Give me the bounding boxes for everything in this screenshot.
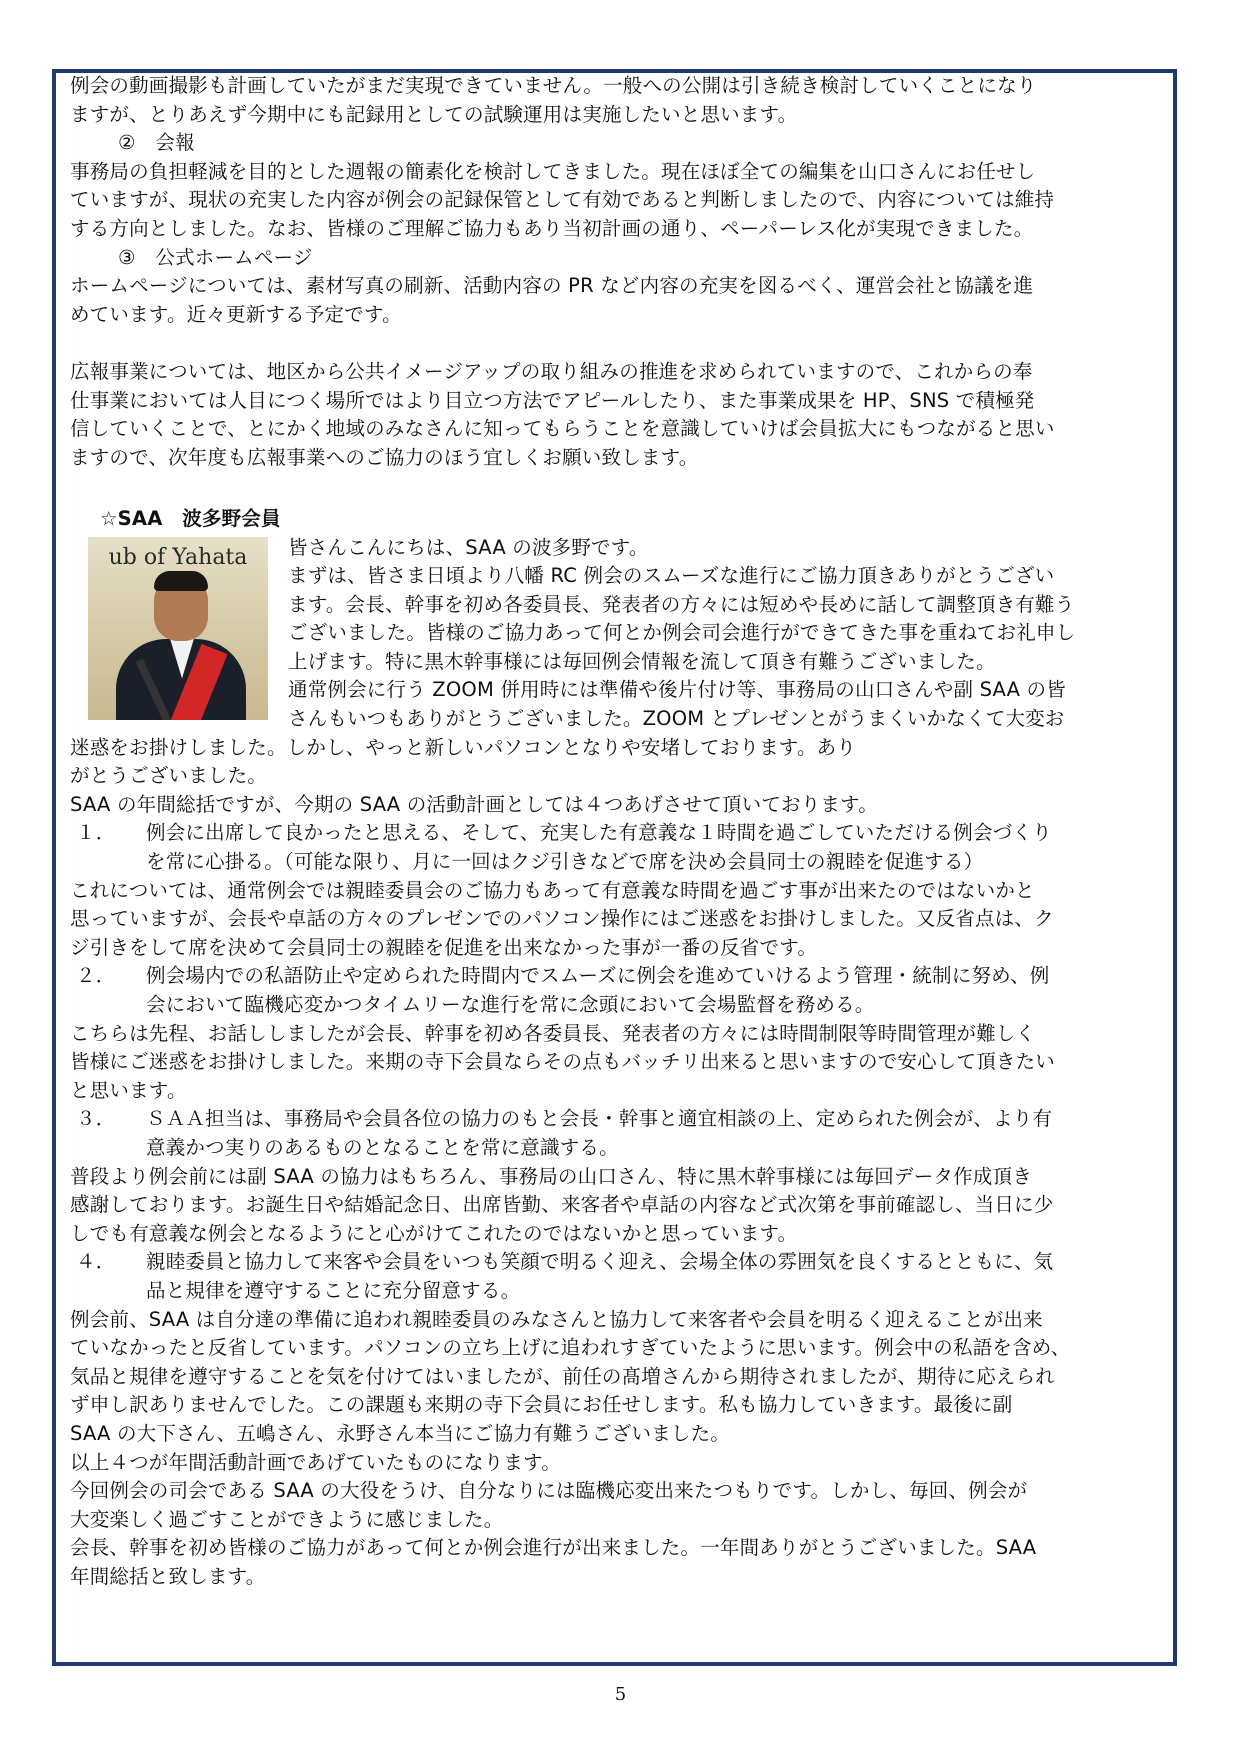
section-heading-saa: ☆SAA 波多野会員 [100,506,281,530]
plan-item-3 [70,1105,1170,1134]
text-line: 今回例会の司会である SAA の大役をうけ、自分なりには臨機応変出来たつもりです。しかし、毎回、例会が [70,1479,1028,1503]
item-text: 親睦委員と協力して来客や会員をいつも笑顔で明るく迎え、会場全体の雰囲気を良くするとともに、気 [146,1250,1054,1274]
text-line: と思います。 [70,1078,187,1102]
text-line: 年間総括と致します。 [70,1564,266,1588]
text-line: 事務局の負担軽減を目的とした週報の簡素化を検討してきました。現在ほぼ全ての編集を山口さんにお任せし [70,159,1036,183]
text-line: ございました。皆様のご協力あって何とか例会司会進行ができてきた事を重ねてお礼申し [288,621,1076,645]
text-line: 例会の動画撮影も計画していたがまだ実現できていません。一般への公開は引き続き検討していくことになり [70,74,1037,97]
text-line: ず申し訳ありませんでした。この課題も来期の寺下会員にお任せします。私も協力していきます。最後に副 [70,1393,1013,1417]
text-line: ホームページについては、素材写真の刷新、活動内容の PR など内容の充実を図るべく、運営会社と協議を進 [70,274,1034,298]
text-line: ジ引きをして席を決めて会員同士の親睦を促進を出来なかった事が一番の反省です。 [70,935,818,959]
text-line: 普段より例会前には副 SAA の協力はもちろん、事務局の山口さん、特に黒木幹事様には毎回データ作成頂き [70,1164,1032,1188]
text-line: 大変楽しく過ごすことができように感じました。 [70,1507,504,1531]
text-line: 上げます。特に黒木幹事様には毎回例会情報を流して頂き有難うございました。 [288,649,996,673]
subheading-homepage: ③ 公式ホームページ [118,245,313,269]
text-line: これについては、通常例会では親睦委員会のご協力もあって有意義な時間を過ごす事が出来たのではないかと [70,878,1035,902]
text-line: 感謝しております。お誕生日や結婚記念日、出席皆勤、来客者や卓話の内容など式次第を事前確認し、当日に少 [70,1193,1054,1217]
text-line: ていなかったと反省しています。パソコンの立ち上げに追われすぎていたように思います。例会中の私語を含め、 [70,1336,1071,1360]
text-line: 会長、幹事を初め皆様のご協力があって何とか例会進行が出来ました。一年間ありがとうございました。SAA [70,1536,1037,1560]
text-line: まずは、皆さま日頃より八幡 RC 例会のスムーズな進行にご協力頂きありがとうござい [288,564,1055,588]
item-number: ４． [76,1250,116,1274]
text-line: SAA の年間総括ですが、今期の SAA の活動計画としては４つあげさせて頂いております。 [70,792,878,816]
item-text: ＳＡＡ担当は、事務局や会員各位の協力のもと会長・幹事と適宜相談の上、定められた例会が、より有 [146,1107,1053,1131]
item-number: ２． [76,964,116,988]
saa-intro-block [70,534,1170,763]
text-line: さんもいつもありがとうございました。ZOOM とプレゼンとがうまくいかなくて大変お [288,707,1065,731]
text-line: する方向としました。なお、皆様のご理解ご協力もあり当初計画の通り、ペーパーレス化が実現できました。 [70,216,1034,240]
text-line: 例会前、SAA は自分達の準備に追われ親睦委員のみなさんと協力して来客者や会員を明るく迎えることが出来 [70,1307,1043,1331]
text-line: 品と規律を遵守することに充分留意する。 [146,1278,521,1302]
text-line: 通常例会に行う ZOOM 併用時には準備や後片付け等、事務局の山口さんや副 SAA の皆 [288,678,1066,702]
text-line: 皆さんこんにちは、SAA の波多野です。 [288,535,649,559]
item-number: １． [76,821,116,845]
text-line: 信していくことで、とにかく地域のみなさんに知ってもらうことを意識していけば会員拡大にもつながると思い [70,417,1055,441]
text-line: SAA の大下さん、五嶋さん、永野さん本当にご協力有難うございました。 [70,1421,731,1445]
subheading-newsletter: ② 会報 [118,131,195,155]
item-text: 例会場内での私語防止や定められた時間内でスムーズに例会を進めていけるよう管理・統制に努め、例 [146,964,1050,988]
plan-item-1 [70,819,1170,848]
text-line: 皆様にご迷惑をお掛けしました。来期の寺下会員ならその点もバッチリ出来ると思いますので安心して頂きたい [70,1050,1056,1074]
item-number: ３． [76,1107,116,1131]
text-line: 仕事業においては人目につく場所ではより目立つ方法でアピールしたり、また事業成果を HP、SNS で積極発 [70,388,1035,412]
text-line: こちらは先程、お話ししましたが会長、幹事を初め各委員長、発表者の方々には時間制限等時間管理が難しく [70,1021,1036,1045]
text-line: 迷惑をお掛けしました。しかし、やっと新しいパソコンとなりや安堵しております。あり [70,735,857,759]
text-line: 気品と規律を遵守することを気を付けてはいましたが、前任の髙増さんから期待されましたが、期待に応えられ [70,1364,1056,1388]
text-line: 広報事業については、地区から公共イメージアップの取り組みの推進を求められていますので、これからの奉 [70,359,1033,383]
page-number: 5 [614,1684,627,1705]
text-line: めています。近々更新する予定です。 [70,302,402,326]
text-line: を常に心掛る。（可能な限り、月に一回はクジ引きなどで席を決め会員同士の親睦を促進する） [146,850,984,874]
plan-item-4 [70,1248,1170,1277]
document-body [70,72,1170,1591]
text-line: ます。会長、幹事を初め各委員長、発表者の方々には短めや長めに話して調整頂き有難う [288,592,1075,616]
text-line: ていますが、現状の充実した内容が例会の記録保管として有効であると判断しましたので、内容については維持 [70,188,1055,212]
text-line: 会において臨機応変かつタイムリーな進行を常に念頭において会場監督を務める。 [146,993,875,1016]
text-line: 意義かつ実りのあるものとなることを常に意識する。 [146,1135,619,1159]
text-line: ますが、とりあえず今期中にも記録用としての試験運用は実施したいと思います。 [70,102,798,126]
member-photo [88,537,268,720]
photo-banner-text: ub of Yahata [108,544,248,570]
text-line: ますので、次年度も広報事業へのご協力のほう宜しくお願い致します。 [70,445,699,469]
item-text: 例会に出席して良かったと思える、そして、充実した有意義な１時間を過ごしていただける例会づくり [146,821,1052,845]
text-line: しでも有意義な例会となるようにと心がけてこれたのではないかと思っています。 [70,1221,798,1245]
text-line: 思っていますが、会長や卓話の方々のプレゼンでのパソコン操作にはご迷惑をお掛けしました。又反省点は、ク [70,907,1054,931]
text-line: 以上４つが年間活動計画であげていたものになります。 [70,1450,561,1474]
text-line: がとうございました。 [70,764,268,788]
plan-item-2 [70,962,1170,991]
